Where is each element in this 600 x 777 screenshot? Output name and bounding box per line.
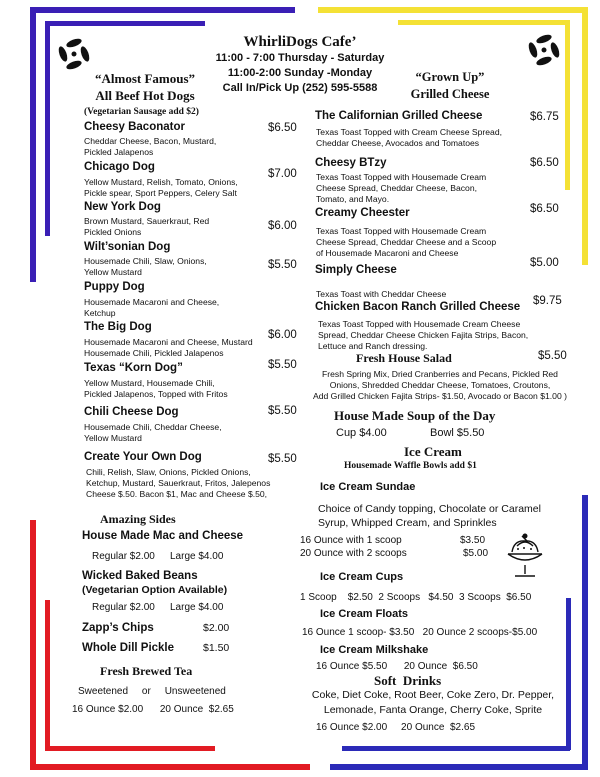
grilled-name: Creamy Cheester [315,207,410,219]
sundae-icon [500,530,550,582]
side-beans-large: Large $4.00 [170,602,224,613]
border-red-bottom [30,764,310,770]
grilled-desc: Texas Toast Topped with Housemade Cream Cheese Spread, Cheddar Cheese, Bacon, Tomato, and Mayo. [316,172,487,204]
hours-line-2: 11:00-2:00 Sunday -Monday [227,67,373,79]
hotdog-price: $7.00 [268,168,297,180]
tea-title: Fresh Brewed Tea [100,664,193,678]
border-yellow-right-inner [565,20,570,190]
whirlidog-logo-right [524,30,564,70]
hotdog-desc: Housemade Macaroni and Cheese, Mustard Housemade Chili, Pickled Jalapenos [84,337,253,358]
grilled-desc: Texas Toast with Cheddar Cheese [316,289,447,299]
grilled-name: Cheesy BTzy [315,157,387,169]
hotdogs-vegetarian-note: (Vegetarian Sausage add $2) [84,107,199,117]
drinks-line-1: Coke, Diet Coke, Root Beer, Coke Zero, Dr. Pepper, [311,689,555,701]
tea-sizes: 16 Ounce $2.00 20 Ounce $2.65 [72,704,234,715]
border-red-left [30,520,36,770]
sides-title: Amazing Sides [100,512,176,526]
hotdog-price: $5.50 [268,453,297,465]
hotdog-name: Wilt’sonian Dog [84,241,171,253]
milkshake-title: Ice Cream Milkshake [320,644,429,656]
hotdog-name: New York Dog [84,201,161,213]
hotdog-desc: Housemade Chili, Slaw, Onions, Yellow Mustard [84,256,207,277]
icecream-title: Ice Cream [404,444,462,459]
hotdog-name: The Big Dog [84,321,152,333]
side-pickle-price: $1.50 [203,642,230,654]
phone-line: Call In/Pick Up (252) 595-5588 [222,82,378,94]
grilled-desc: Texas Toast Topped with Housemade Cream Cheese Spread, Cheddar Cheese and a Scoop of Housemade Macaroni and Cheese [316,226,497,258]
border-blue-bottom [330,764,588,770]
soup-cup: Cup $4.00 [336,427,387,439]
border-yellow-right [582,7,588,265]
grilled-price: $6.50 [530,203,559,215]
grilled-price: $5.00 [530,257,559,269]
hotdog-price: $6.00 [268,329,297,341]
sundae-desc: Choice of Candy topping, Chocolate or Caramel Syrup, Whipped Cream, and Sprinkles [318,503,541,529]
side-chips-price: $2.00 [203,622,230,634]
side-beans-name: Wicked Baked Beans [82,570,198,582]
sundae-16oz: 16 Ounce with 1 scoop [300,535,402,546]
hotdog-name: Puppy Dog [84,281,145,293]
grilled-desc: Texas Toast Topped with Housemade Cream Cheese Spread, Cheddar Cheese Chicken Fajita Strips, Bacon, Lettuce and Ranch dressing. [318,319,529,351]
hotdog-desc: Housemade Macaroni and Cheese, Ketchup [84,297,220,318]
hotdog-name: Cheesy Baconator [84,121,185,133]
cafe-title: WhirliDogs Cafe’ [243,34,357,50]
hotdog-name: Chili Cheese Dog [84,406,179,418]
hotdog-desc: Brown Mustard, Sauerkraut, Red Pickled Onions [84,216,210,237]
side-chips-name: Zapp’s Chips [82,622,154,634]
sundae-20oz: 20 Ounce with 2 scoops [300,548,407,559]
border-red-left-inner [45,600,50,750]
soup-title: House Made Soup of the Day [334,408,496,423]
side-mac-regular: Regular $2.00 [92,551,155,562]
border-blue-right [582,495,588,770]
tea-options: Sweetened or Unsweetened [78,686,226,697]
hotdog-name: Texas “Korn Dog” [84,362,183,374]
grilled-title-1: “Grown Up” [415,70,485,84]
hotdog-name: Chicago Dog [84,161,155,173]
grilled-name: The Californian Grilled Cheese [315,110,483,122]
grilled-name: Simply Cheese [315,264,397,276]
hotdog-price: $5.50 [268,405,297,417]
side-mac-name: House Made Mac and Cheese [82,530,244,542]
grilled-price: $9.75 [533,295,562,307]
side-beans-note: (Vegetarian Option Available) [82,584,228,596]
soup-bowl: Bowl $5.50 [430,427,485,439]
hotdog-desc: Yellow Mustard, Relish, Tomato, Onions, Pickle spear, Sport Peppers, Celery Salt [84,177,238,198]
hotdog-price: $5.50 [268,359,297,371]
border-purple-top [30,7,295,13]
hotdog-price: $6.00 [268,220,297,232]
floats-prices: 16 Ounce 1 scoop- $3.50 20 Ounce 2 scoops-$5.00 [302,627,538,638]
grilled-title-2: Grilled Cheese [410,87,490,101]
hours-line-1: 11:00 - 7:00 Thursday - Saturday [215,52,385,64]
border-purple-left-inner [45,21,50,236]
side-pickle-name: Whole Dill Pickle [82,642,175,654]
hotdog-desc: Yellow Mustard, Housemade Chili, Pickled Jalapenos, Topped with Fritos [84,378,228,399]
hotdog-price: $6.50 [268,122,297,134]
sundae-16oz-price: $3.50 [460,535,486,546]
hotdogs-title-1: “Almost Famous” [94,71,196,86]
grilled-name: Chicken Bacon Ranch Grilled Cheese [315,301,521,313]
hotdogs-title-2: All Beef Hot Dogs [95,88,195,103]
drinks-line-2: Lemonade, Fanta Orange, Cherry Coke, Sprite [323,704,543,716]
floats-title: Ice Cream Floats [320,608,409,620]
salad-price: $5.50 [538,350,567,362]
drinks-sizes: 16 Ounce $2.00 20 Ounce $2.65 [316,722,476,733]
grilled-price: $6.50 [530,157,559,169]
grilled-desc: Texas Toast Topped with Cream Cheese Spread, Cheddar Cheese, Avocados and Tomatoes [316,127,502,148]
hotdog-desc: Cheddar Cheese, Bacon, Mustard, Pickled Jalapenos [84,136,217,157]
side-beans-regular: Regular $2.00 [92,602,155,613]
border-red-bottom-inner [45,746,215,751]
border-blue-bottom-inner [342,746,570,751]
milkshake-prices: 16 Ounce $5.50 20 Ounce $6.50 [316,661,478,672]
hotdog-desc: Housemade Chili, Cheddar Cheese, Yellow Mustard [84,422,222,443]
grilled-price: $6.75 [530,111,559,123]
hotdog-name: Create Your Own Dog [84,451,202,463]
sundae-title: Ice Cream Sundae [320,481,416,493]
side-mac-large: Large $4.00 [170,551,224,562]
border-blue-right-inner [566,598,571,750]
hotdog-desc: Chili, Relish, Slaw, Onions, Pickled Onions, Ketchup, Mustard, Sauerkraut, Fritos, Jalepenos Cheese $.50. Bacon $1, Mac and Cheese $.50, [86,467,271,499]
border-yellow-top [318,7,588,13]
salad-desc: Fresh Spring Mix, Dried Cranberries and Pecans, Pickled Red Onions, Shredded Cheddar Cheese, Tomatoes, Croutons, Add Grilled Chicken Fajita Strips- $1.50, Avocado or Bacon $1.00 ) [313,369,567,401]
salad-title: Fresh House Salad [356,351,452,365]
border-purple-top-inner [45,21,205,26]
icecream-waffle-note: Housemade Waffle Bowls add $1 [344,461,477,471]
cups-title: Ice Cream Cups [320,571,404,583]
sundae-20oz-price: $5.00 [463,548,489,559]
drinks-title: Soft Drinks [374,673,442,688]
border-yellow-top-inner [398,20,570,25]
hotdog-price: $5.50 [268,259,297,271]
cups-prices: 1 Scoop $2.50 2 Scoops $4.50 3 Scoops $6.50 [300,592,532,603]
border-purple-left [30,7,36,282]
whirlidog-logo-left [54,34,94,74]
